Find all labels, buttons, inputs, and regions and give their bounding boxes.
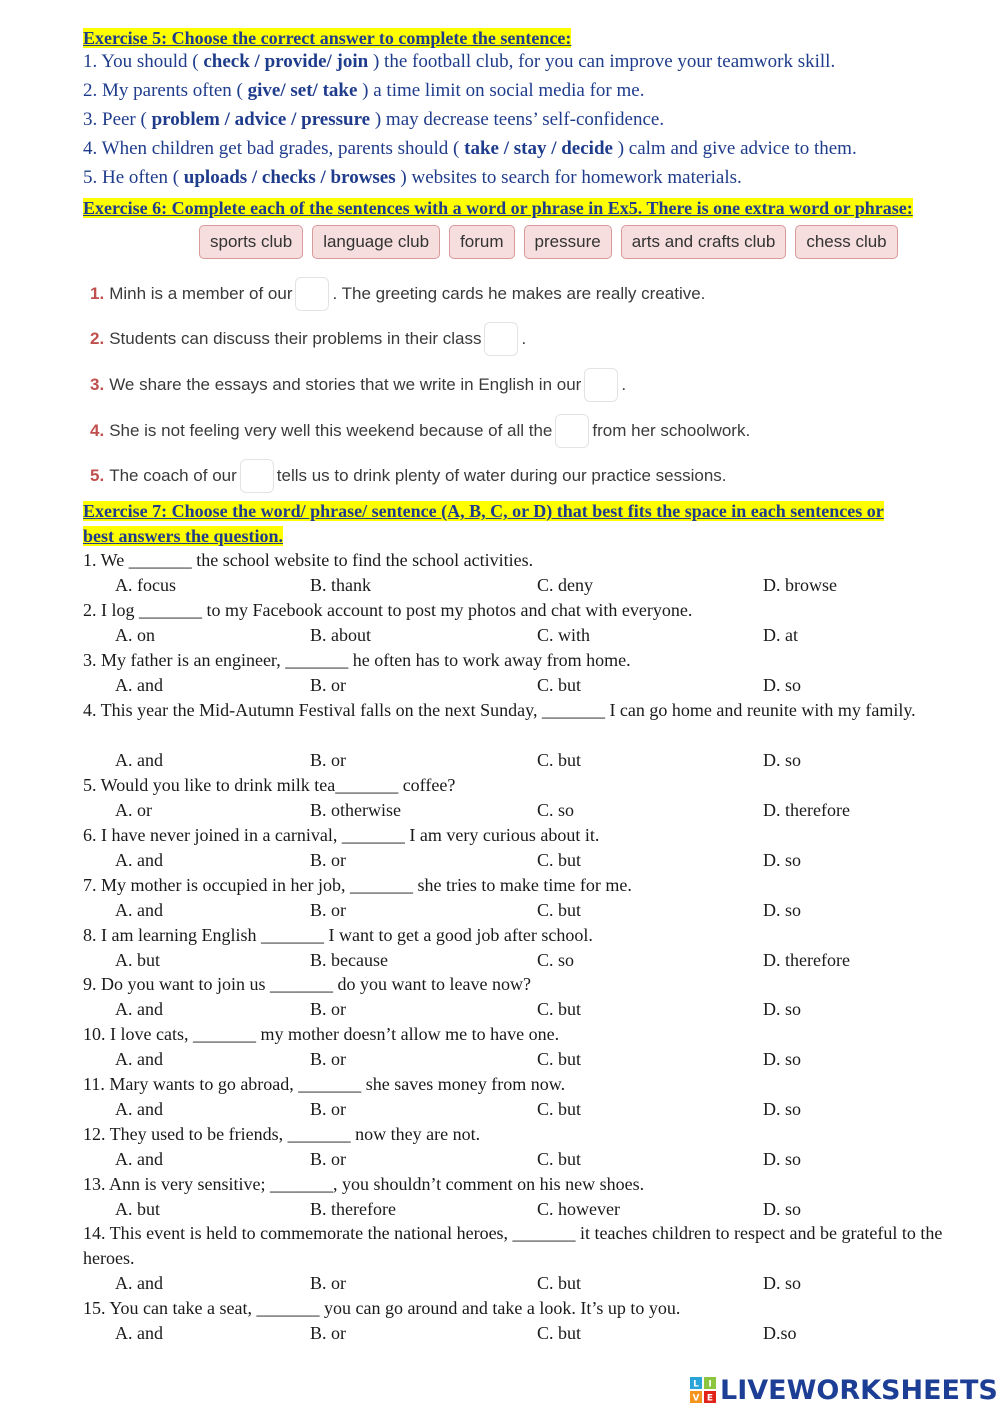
option-d[interactable]: D. browse (763, 575, 837, 595)
option-a[interactable]: A. and (115, 1273, 163, 1293)
option-d[interactable]: D. so (763, 850, 802, 870)
option-c[interactable]: C. but (537, 1099, 582, 1119)
ex5-options[interactable]: take / stay / decide (464, 138, 613, 159)
option-b[interactable]: B. or (310, 999, 346, 1019)
liveworksheets-logo-icon (690, 1377, 716, 1403)
ex5-options[interactable]: give/ set/ take (247, 80, 358, 101)
option-a[interactable]: A. and (115, 999, 163, 1019)
drop-box[interactable] (484, 322, 518, 356)
option-b[interactable]: B. therefore (310, 1199, 396, 1219)
option-c[interactable]: C. but (537, 675, 582, 695)
option-b[interactable]: B. or (310, 850, 346, 870)
option-a[interactable]: A. and (115, 1049, 163, 1069)
question: 7. My mother is occupied in her job, _______ she tries to make time for me. (83, 875, 632, 895)
option-d[interactable]: D. so (763, 750, 802, 770)
question: 9. Do you want to join us _______ do you want to leave now? (83, 974, 531, 994)
question: 11. Mary wants to go abroad, _______ she saves money from now. (83, 1074, 566, 1094)
question: 3. My father is an engineer, _______ he often has to work away from home. (83, 650, 631, 670)
option-c[interactable]: C. deny (537, 575, 593, 595)
ex6-item: 1. Minh is a member of our . The greeting cards he makes are really creative. (90, 276, 705, 312)
option-b[interactable]: B. or (310, 900, 346, 920)
option-d[interactable]: D. so (763, 1049, 802, 1069)
option-d[interactable]: D. therefore (763, 800, 850, 820)
option-d[interactable]: D. therefore (763, 950, 850, 970)
ex5-item: 5. He often ( uploads / checks / browses ) websites to search for homework materials. (83, 167, 742, 188)
option-d[interactable]: D. at (763, 625, 798, 645)
option-d[interactable]: D. so (763, 1149, 802, 1169)
option-c[interactable]: C. but (537, 1149, 582, 1169)
option-c[interactable]: C. so (537, 800, 575, 820)
option-a[interactable]: A. and (115, 1099, 163, 1119)
option-b[interactable]: B. or (310, 1323, 346, 1343)
ex5-options[interactable]: problem / advice / pressure (151, 109, 371, 130)
option-d[interactable]: D. so (763, 675, 802, 695)
question: 13. Ann is very sensitive; _______, you shouldn’t comment on his new shoes. (83, 1174, 645, 1194)
question: 14. This event is held to commemorate the national heroes, _______ it teaches children to respect and be grateful to the heroes. (83, 1223, 943, 1268)
question: 5. Would you like to drink milk tea_______ coffee? (83, 775, 456, 795)
question: 12. They used to be friends, _______ now they are not. (83, 1124, 481, 1144)
option-b[interactable]: B. or (310, 1099, 346, 1119)
ex5-options[interactable]: check / provide/ join (203, 51, 369, 72)
ex5-item: 3. Peer ( problem / advice / pressure ) may decrease teens’ self-confidence. (83, 109, 665, 130)
option-a[interactable]: A. or (115, 800, 152, 820)
option-c[interactable]: C. but (537, 1323, 582, 1343)
word-chip[interactable]: forum (449, 225, 514, 259)
exercise-7-title: Exercise 7: Choose the word/ phrase/ sentence (A, B, C, or D) that best fits the space in each sentences or (83, 501, 884, 521)
drop-box[interactable] (555, 414, 589, 448)
option-c[interactable]: C. so (537, 950, 575, 970)
liveworksheets-logo (690, 1374, 998, 1406)
option-a[interactable]: A. and (115, 1149, 163, 1169)
exercise-6-title: Exercise 6: Complete each of the sentences with a word or phrase in Ex5. There is one extra word or phrase: (83, 198, 913, 218)
question: 10. I love cats, _______ my mother doesn’t allow me to have one. (83, 1024, 560, 1044)
exercise-7-title-cont: best answers the question. (83, 526, 284, 546)
option-b[interactable]: B. thank (310, 575, 371, 595)
option-c[interactable]: C. but (537, 1049, 582, 1069)
question: 8. I am learning English _______ I want to get a good job after school. (83, 925, 593, 945)
ex5-item: 2. My parents often ( give/ set/ take ) a time limit on social media for me. (83, 80, 645, 101)
word-chip[interactable]: arts and crafts club (621, 225, 787, 259)
logo-letter: L (693, 1379, 699, 1390)
option-b[interactable]: B. or (310, 1273, 346, 1293)
option-c[interactable]: C. however (537, 1199, 620, 1219)
logo-letter: I (708, 1379, 712, 1390)
option-d[interactable]: D. so (763, 1273, 802, 1293)
option-a[interactable]: A. focus (115, 575, 176, 595)
option-b[interactable]: B. or (310, 1049, 346, 1069)
ex6-item: 3. We share the essays and stories that we write in English in our . (90, 367, 626, 403)
option-b[interactable]: B. or (310, 675, 346, 695)
word-chip[interactable]: pressure (524, 225, 612, 259)
option-c[interactable]: C. with (537, 625, 591, 645)
option-a[interactable]: A. and (115, 850, 163, 870)
ex5-item: 1. You should ( check / provide/ join ) the football club, for you can improve your teamwork skill. (83, 51, 836, 72)
drop-box[interactable] (295, 277, 329, 311)
option-b[interactable]: B. because (310, 950, 388, 970)
question: 4. This year the Mid-Autumn Festival falls on the next Sunday, _______ I can go home and reunite with my family. (83, 700, 916, 720)
ex6-item: 2. Students can discuss their problems in their class . (90, 321, 526, 357)
question: 1. We _______ the school website to find the school activities. (83, 550, 534, 570)
option-a[interactable]: A. but (115, 1199, 160, 1219)
option-b[interactable]: B. or (310, 1149, 346, 1169)
option-d[interactable]: D. so (763, 900, 802, 920)
question: 15. You can take a seat, _______ you can go around and take a look. It’s up to you. (83, 1298, 681, 1318)
word-chip[interactable]: chess club (795, 225, 897, 259)
option-b[interactable]: B. or (310, 750, 346, 770)
ex5-options[interactable]: uploads / checks / browses (183, 167, 396, 188)
option-d[interactable]: D. so (763, 1199, 802, 1219)
option-d[interactable]: D.so (763, 1323, 797, 1343)
exercise-5-title: Exercise 5: Choose the correct answer to complete the sentence: (83, 28, 572, 48)
drop-box[interactable] (584, 368, 618, 402)
option-a[interactable]: A. and (115, 1323, 163, 1343)
word-chip[interactable]: sports club (199, 225, 303, 259)
option-c[interactable]: C. but (537, 750, 582, 770)
option-d[interactable]: D. so (763, 999, 802, 1019)
option-a[interactable]: A. on (115, 625, 155, 645)
logo-letter: E (706, 1393, 714, 1403)
option-c[interactable]: C. but (537, 999, 582, 1019)
option-a[interactable]: A. and (115, 675, 163, 695)
option-c[interactable]: C. but (537, 1273, 582, 1293)
option-c[interactable]: C. but (537, 850, 582, 870)
ex5-item: 4. When children get bad grades, parents should ( take / stay / decide ) calm and give advice to them. (83, 138, 857, 159)
option-a[interactable]: A. but (115, 950, 160, 970)
option-a[interactable]: A. and (115, 900, 163, 920)
word-bank (199, 225, 898, 261)
drop-box[interactable] (240, 459, 274, 493)
brand-name: LIVEWORKSHEETS (720, 1374, 998, 1406)
question: 2. I log _______ to my Facebook account to post my photos and chat with everyone. (83, 600, 693, 620)
option-c[interactable]: C. but (537, 900, 582, 920)
ex6-item: 5. The coach of our tells us to drink plenty of water during our practice sessions. (90, 458, 727, 494)
option-a[interactable]: A. and (115, 750, 163, 770)
logo-letter: V (692, 1393, 700, 1403)
option-b[interactable]: B. about (310, 625, 371, 645)
option-b[interactable]: B. otherwise (310, 800, 401, 820)
question: 6. I have never joined in a carnival, _______ I am very curious about it. (83, 825, 600, 845)
word-chip[interactable]: language club (312, 225, 440, 259)
ex6-item: 4. She is not feeling very well this weekend because of all the from her schoolwork. (90, 413, 750, 449)
option-d[interactable]: D. so (763, 1099, 802, 1119)
